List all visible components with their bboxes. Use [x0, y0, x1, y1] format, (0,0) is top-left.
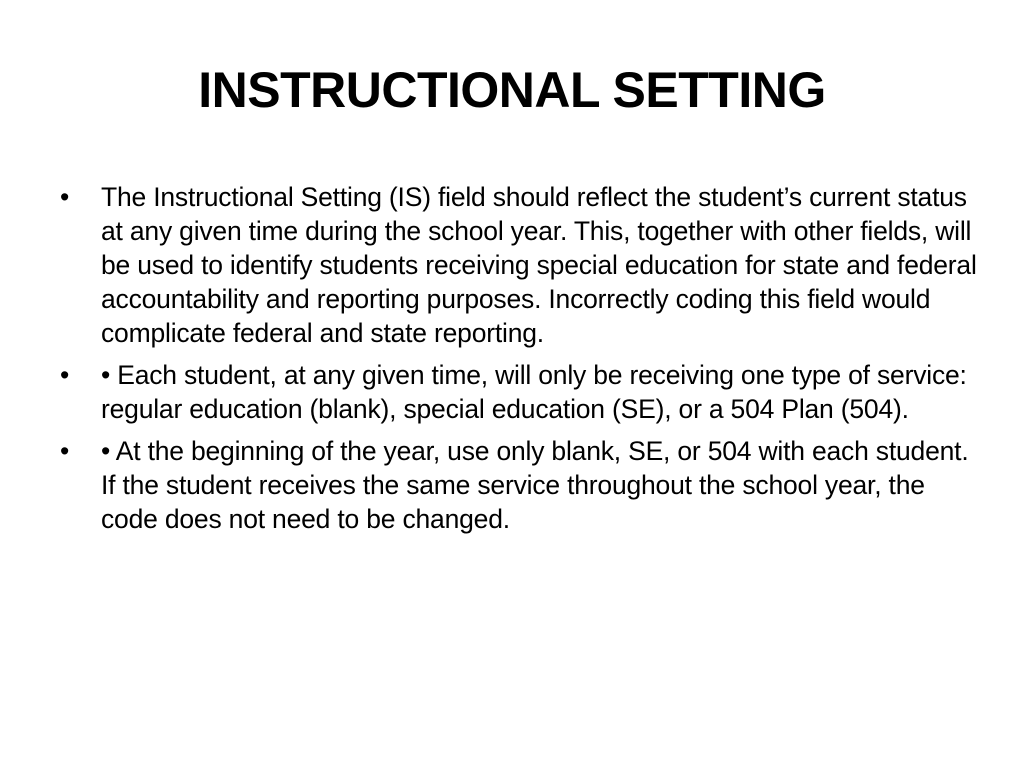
- bullet-item-2: [60, 358, 980, 426]
- bullet-item-3: [60, 434, 980, 536]
- bullet-dot-icon: •: [60, 182, 70, 212]
- bullet-item-1: [60, 180, 980, 350]
- slide-title: INSTRUCTIONAL SETTING: [198, 62, 826, 118]
- bullet-text-2: • Each student, at any given time, will only be receiving one type of service: regular education (blank), special education (SE), or a 504 Plan (504).: [101, 360, 967, 424]
- bullet-dot-icon: •: [60, 436, 70, 466]
- bullet-text-3: • At the beginning of the year, use only blank, SE, or 504 with each student. If the student receives the same service throughout the school year, the code does not need to be changed.: [101, 436, 969, 534]
- bullet-text-1: The Instructional Setting (IS) field should reflect the student’s current status at any given time during the school year. This, together with other fields, will be used to identify students receiving special education for state and federal accountability and reporting purposes. Incorrectly coding this field would complicate federal and state reporting.: [101, 182, 977, 348]
- bullet-dot-icon: •: [60, 360, 70, 390]
- bullet-list: [60, 180, 980, 544]
